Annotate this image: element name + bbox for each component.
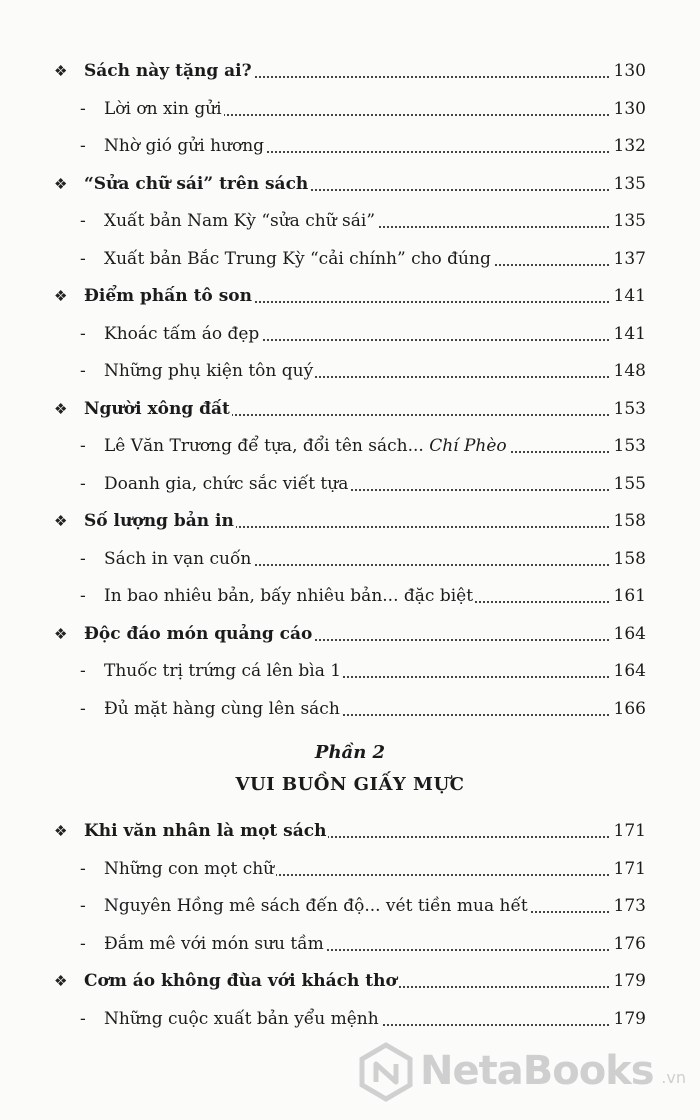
- toc-entry-title: [84, 393, 232, 425]
- toc-subsection-entry: [0, 318, 700, 350]
- diamond-bullet-icon: ❖: [54, 287, 68, 305]
- toc-entry-title-text: Độc đáo món quảng cáo: [84, 623, 313, 644]
- toc-page-number: 166: [611, 693, 646, 725]
- toc-entry-title-text: Những cuộc xuất bản yểu mệnh: [104, 1008, 379, 1029]
- toc-page-number: 153: [611, 430, 646, 462]
- toc-entry-title-text: Lê Văn Trương để tựa, đổi tên sách...: [104, 436, 424, 456]
- diamond-bullet-icon: ❖: [54, 972, 68, 990]
- part-title: VUI BUỒN GIẤY MỰC: [235, 774, 465, 795]
- dash-marker: -: [80, 896, 86, 916]
- toc-entry-title: [84, 280, 254, 312]
- toc-page-number: 130: [611, 55, 646, 87]
- toc-entry-title-text: Xuất bản Nam Kỳ “sửa chữ sái”: [104, 211, 376, 231]
- toc-page-number: 135: [611, 168, 646, 200]
- toc-entry-title: [84, 618, 314, 650]
- toc-entry-title-text: Điểm phấn tô son: [84, 286, 252, 306]
- diamond-bullet-icon: ❖: [54, 624, 68, 643]
- toc-entry-title-text: Sách này tặng ai?: [84, 61, 252, 81]
- toc-entry-title-text: Người xông đất: [84, 398, 230, 419]
- toc-entry-title: [84, 55, 254, 87]
- diamond-bullet-icon: ❖: [54, 822, 68, 840]
- toc-entry-title: [104, 655, 343, 687]
- toc-section-entry: [0, 505, 700, 537]
- watermark-tld: .vn: [661, 1068, 686, 1087]
- toc-entry-title-text: Sách in vạn cuốn: [104, 548, 252, 569]
- toc-page-number: 171: [611, 853, 646, 885]
- diamond-bullet-icon: ❖: [54, 512, 68, 530]
- dash-marker: -: [80, 661, 86, 681]
- toc-entry-title-text: Đủ mặt hàng cùng lên sách: [104, 698, 340, 719]
- toc-entry-title: [104, 205, 377, 237]
- dash-marker: -: [80, 436, 86, 456]
- toc-subsection-entry: [0, 580, 700, 612]
- toc-entry-title-italic: Chí Phèo: [429, 436, 507, 456]
- toc-section-entry: [0, 168, 700, 200]
- toc-entry-title: [104, 243, 493, 275]
- toc-page-number: 179: [611, 1003, 646, 1035]
- toc-page-number: 153: [611, 393, 646, 425]
- toc-page-number: 132: [611, 130, 646, 162]
- toc-entry-title-text: Những phụ kiện tôn quý: [104, 361, 314, 381]
- toc-entry-title: [104, 430, 509, 462]
- toc-entry-title: [84, 815, 328, 847]
- toc-page-number: 158: [611, 543, 646, 575]
- toc-entry-title: [84, 965, 399, 997]
- toc-page-number: 137: [611, 243, 646, 275]
- toc-entry-title: [104, 1003, 381, 1035]
- toc-entry-title: [104, 853, 276, 885]
- dash-marker: -: [80, 136, 86, 156]
- toc-page-number: 158: [611, 505, 646, 537]
- toc-page-number: 155: [611, 468, 646, 500]
- toc-subsection-entry: [0, 1003, 700, 1035]
- toc-entry-title-text: Số lượng bản in: [84, 511, 234, 531]
- toc-page-number: 164: [611, 618, 646, 650]
- dash-marker: -: [80, 211, 86, 231]
- toc-entry-title-text: Nguyên Hồng mê sách đến độ... vét tiền mua hết: [104, 896, 528, 916]
- toc-page-number: 135: [611, 205, 646, 237]
- dash-marker: -: [80, 933, 86, 954]
- toc-section-entry: [0, 965, 700, 997]
- toc-entry-title: [104, 890, 530, 922]
- toc-subsection-entry: [0, 355, 700, 387]
- toc-entry-title: [104, 318, 261, 350]
- toc-entry-title: [104, 468, 350, 500]
- toc-entry-title-text: Lời ơn xin gửi: [104, 98, 222, 119]
- toc-subsection-entry: [0, 130, 700, 162]
- dash-marker: -: [80, 586, 86, 606]
- dash-marker: -: [80, 548, 86, 569]
- toc-page-number: 179: [611, 965, 646, 997]
- toc-entry-title-text: Doanh gia, chức sắc viết tựa: [104, 473, 349, 494]
- toc-page-number: 148: [611, 355, 646, 387]
- toc-subsection-entry: [0, 468, 700, 500]
- toc-subsection-entry: [0, 693, 700, 725]
- toc-entry-title-text: Đắm mê với món sưu tầm: [104, 933, 324, 954]
- dash-marker: -: [80, 473, 86, 494]
- netabooks-logo-icon: [356, 1042, 416, 1102]
- toc-page-number: 130: [611, 93, 646, 125]
- toc-entry-title-text: Thuốc trị trứng cá lên bìa 1: [104, 661, 342, 681]
- diamond-bullet-icon: ❖: [54, 62, 68, 80]
- toc-subsection-entry: [0, 928, 700, 960]
- toc-entry-title: [104, 130, 266, 162]
- toc-subsection-entry: [0, 890, 700, 922]
- watermark-brand: NetaBooks: [420, 1048, 654, 1094]
- toc-entry-title-text: Khi văn nhân là mọt sách: [84, 821, 327, 841]
- toc-page-number: 173: [611, 890, 646, 922]
- toc-entry-title: [84, 505, 236, 537]
- toc-entry-title-text: Xuất bản Bắc Trung Kỳ “cải chính” cho đúng: [104, 248, 491, 269]
- dash-marker: -: [80, 323, 86, 344]
- diamond-bullet-icon: ❖: [54, 174, 68, 193]
- dash-marker: -: [80, 858, 86, 879]
- toc-page-number: 141: [611, 318, 646, 350]
- toc-section-entry: [0, 280, 700, 312]
- dash-marker: -: [80, 248, 86, 269]
- toc-page-number: 164: [611, 655, 646, 687]
- toc-subsection-entry: [0, 655, 700, 687]
- toc-page-number: 161: [611, 580, 646, 612]
- toc-entry-title: [104, 543, 253, 575]
- watermark: [356, 1042, 686, 1102]
- toc-entry-title: [104, 93, 224, 125]
- toc-section-entry: [0, 393, 700, 425]
- toc-subsection-entry: [0, 205, 700, 237]
- dash-marker: -: [80, 1008, 86, 1029]
- toc-page-number: 176: [611, 928, 646, 960]
- toc-entry-title-text: In bao nhiêu bản, bấy nhiêu bản... đặc biệt: [104, 586, 474, 606]
- part-label: Phần 2: [314, 742, 386, 763]
- toc-section-entry: [0, 55, 700, 87]
- toc-entry-title: [84, 168, 310, 200]
- toc-entry-title: [104, 928, 326, 960]
- toc-entry-title-text: Những con mọt chữ: [104, 858, 275, 879]
- toc-entry-title-text: Nhờ gió gửi hương: [104, 136, 265, 156]
- toc-subsection-entry: [0, 430, 700, 462]
- dash-marker: -: [80, 361, 86, 381]
- toc-entry-title: [104, 355, 315, 387]
- toc-entry-title-text: “Sửa chữ sái” trên sách: [84, 173, 309, 194]
- toc-subsection-entry: [0, 853, 700, 885]
- toc-entry-title: [104, 580, 475, 612]
- toc-subsection-entry: [0, 93, 700, 125]
- toc-section-entry: [0, 618, 700, 650]
- toc-page-number: 141: [611, 280, 646, 312]
- toc-section-entry: [0, 815, 700, 847]
- toc-entry-title-text: Cơm áo không đùa với khách thơ: [84, 971, 397, 991]
- toc-entry-title: [104, 693, 342, 725]
- toc-subsection-entry: [0, 543, 700, 575]
- toc-subsection-entry: [0, 243, 700, 275]
- toc-page-number: 171: [611, 815, 646, 847]
- dash-marker: -: [80, 698, 86, 719]
- toc-entry-title-text: Khoác tấm áo đẹp: [104, 323, 260, 344]
- dash-marker: -: [80, 98, 86, 119]
- diamond-bullet-icon: ❖: [54, 399, 68, 418]
